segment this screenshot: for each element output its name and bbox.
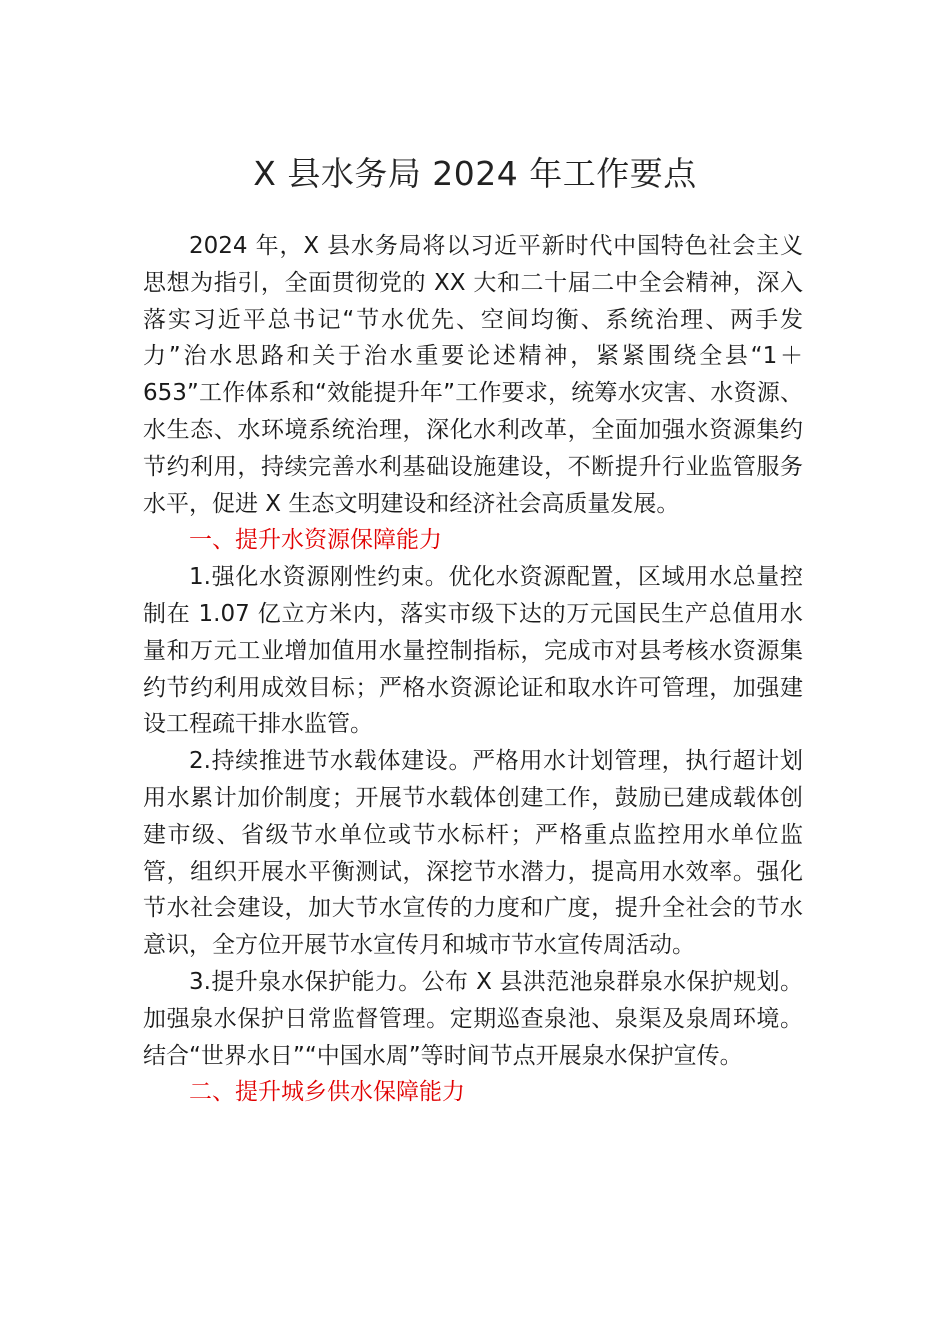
section-heading-2: 二、提升城乡供水保障能力 [189,1079,465,1106]
document-title: X 县水务局 2024 年工作要点 [253,154,697,193]
intro-paragraph: 2024 年，X 县水务局将以习近平新时代中国特色社会主义思想为指引，全面贯彻党的 XX 大和二十届二中全会精神，深入落实习近平总书记“节水优先、空间均衡、系统治理、两手发力”治水思路和关于治水重要论述精神，紧紧围绕全县“1＋653”工作体系和“效能提升年”工作要求，统筹水灾害、水资源、水生态、水环境系统治理，深化水利改革，全面加强水资源集约节约利用，持续完善水利基础设施建设，不断提升行业监管服务水平，促进 X 生态文明建设和经济社会高质量发展。 [143,233,803,517]
item-paragraph-3: 3.提升泉水保护能力。公布 X 县洪范池泉群泉水保护规划。加强泉水保护日常监督管理。定期巡查泉池、泉渠及泉周环境。结合“世界水日”“中国水周”等时间节点开展泉水保护宣传。 [143,968,803,1069]
document-body [143,228,803,1111]
item-paragraph-2: 2.持续推进节水载体建设。严格用水计划管理，执行超计划用水累计加价制度；开展节水载体创建工作，鼓励已建成载体创建市级、省级节水单位或节水标杆；严格重点监控用水单位监管，组织开展水平衡测试，深挖节水潜力，提高用水效率。强化节水社会建设，加大节水宣传的力度和广度，提升全社会的节水意识，全方位开展节水宣传月和城市节水宣传周活动。 [143,748,803,959]
item-paragraph-1: 1.强化水资源刚性约束。优化水资源配置，区域用水总量控制在 1.07 亿立方米内，落实市级下达的万元国民生产总值用水量和万元工业增加值用水量控制指标，完成市对县考核水资源集约节约利用成效目标；严格水资源论证和取水许可管理，加强建设工程疏干排水监管。 [143,564,803,738]
section-heading-1: 一、提升水资源保障能力 [189,527,442,554]
